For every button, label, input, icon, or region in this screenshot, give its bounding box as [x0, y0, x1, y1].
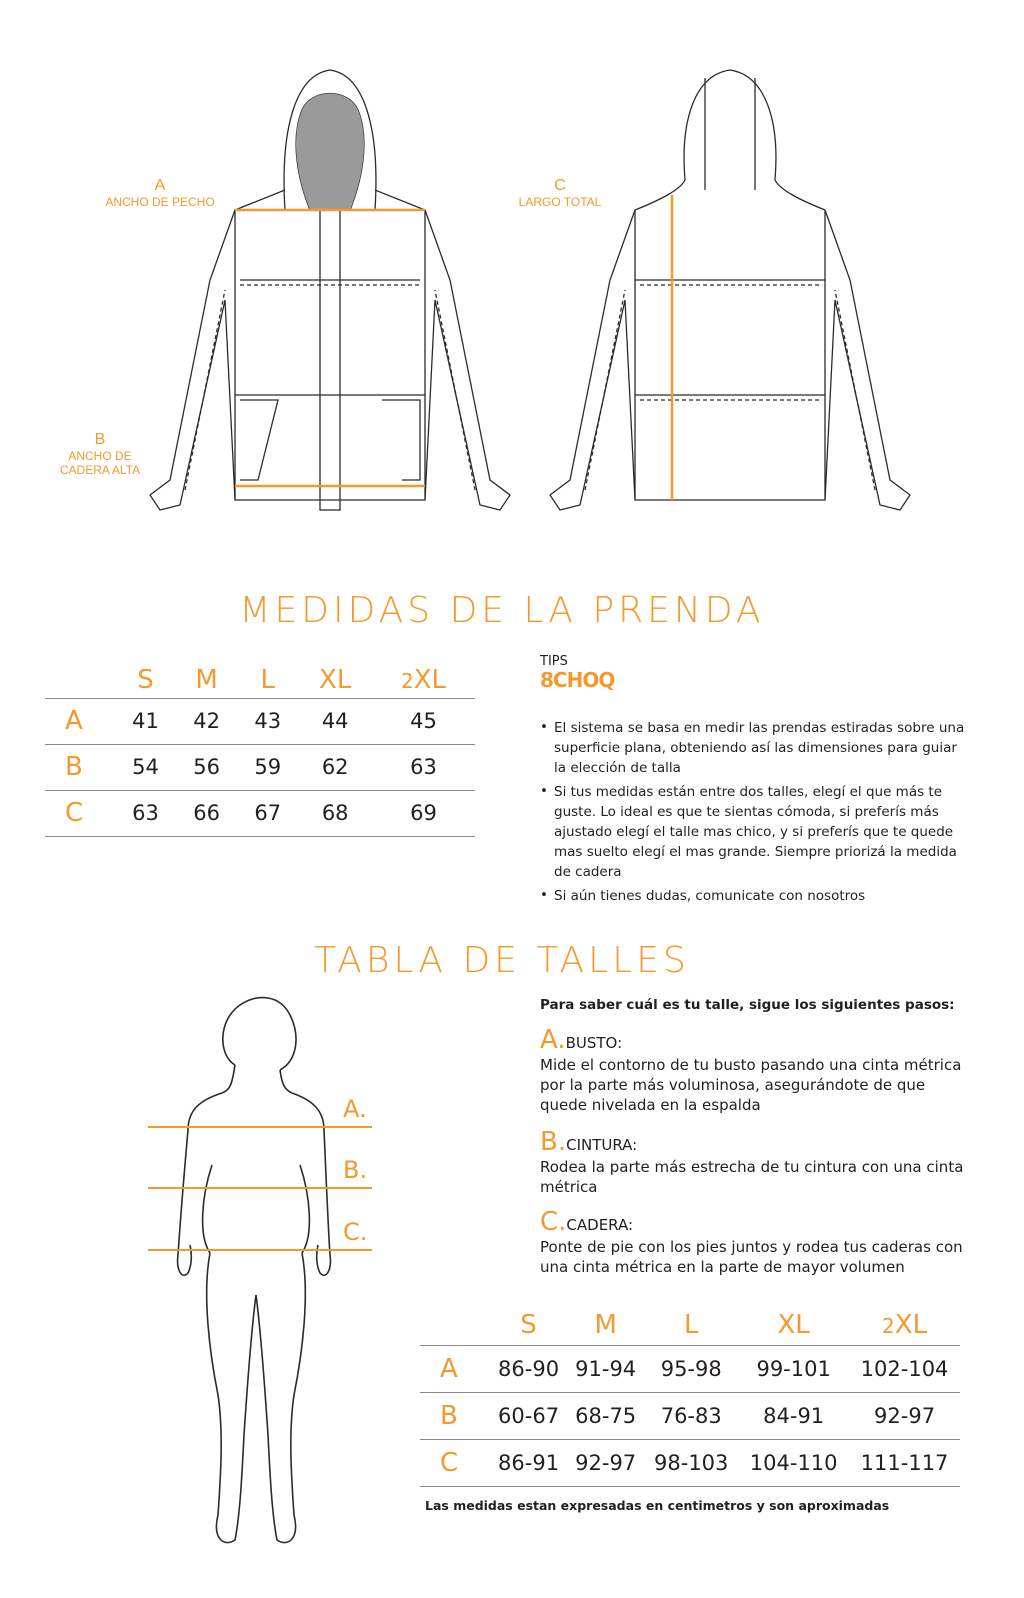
- label-b-text-1: ANCHO DE: [68, 449, 132, 463]
- body-figure-illustration: [140, 995, 390, 1565]
- table-cell: 91-94: [567, 1345, 644, 1392]
- label-b: [50, 431, 150, 477]
- label-c-letter: C: [554, 177, 566, 194]
- row-label: B: [45, 744, 115, 790]
- table-cell: 54: [115, 744, 176, 790]
- list-item: • Si aún tienes dudas, comunicate con nosotros: [540, 886, 965, 906]
- table-cell: 59: [237, 744, 298, 790]
- table-row: [45, 744, 475, 790]
- step-title: BUSTO:: [565, 1034, 623, 1052]
- tips-logo: [540, 655, 614, 691]
- list-item: • Si tus medidas están entre dos talles, elegí el que más te guste. Lo ideal es que te sientas cómoda, si preferís más ajustado elegí el talle mas chico, y si preferís que te quede mas suelto elegí el mas grande. Siempre priorizá la medida de cadera: [540, 782, 965, 882]
- step-cintura: [540, 1127, 965, 1197]
- table-cell: 104-110: [738, 1439, 849, 1486]
- step-cadera: [540, 1207, 965, 1277]
- table-cell: 66: [176, 790, 237, 836]
- label-b-text-2: CADERA ALTA: [59, 463, 141, 477]
- table-row: [45, 698, 475, 744]
- col-xl: XL: [319, 664, 352, 695]
- step-text: Rodea la parte más estrecha de tu cintura con una cinta métrica: [540, 1158, 964, 1196]
- garment-size-table: [45, 662, 475, 837]
- table-row: [420, 1345, 960, 1392]
- step-title: CADERA:: [566, 1216, 634, 1234]
- col-xl: XL: [777, 1309, 810, 1340]
- table-cell: 60-67: [490, 1392, 567, 1439]
- table-cell: 45: [372, 698, 475, 744]
- table-cell: 42: [176, 698, 237, 744]
- jacket-back-illustration: [530, 60, 930, 530]
- list-item: • El sistema se basa en medir las prendas estiradas sobre una superficie plana, obteniendo así las dimensiones para guiar la elección de talla: [540, 718, 965, 778]
- row-label: B: [420, 1392, 490, 1439]
- table-cell: 95-98: [644, 1345, 738, 1392]
- body-size-table: [420, 1305, 960, 1487]
- table-cell: 44: [298, 698, 372, 744]
- table-cell: 43: [237, 698, 298, 744]
- row-label: C: [420, 1439, 490, 1486]
- figure-label-b: B.: [343, 1156, 368, 1184]
- step-text: Ponte de pie con los pies juntos y rodea tus caderas con una cinta métrica en la parte de mayor volumen: [540, 1238, 963, 1276]
- col-l: L: [260, 664, 275, 695]
- table-cell: 84-91: [738, 1392, 849, 1439]
- label-a: [95, 177, 225, 209]
- table-cell: 111-117: [849, 1439, 960, 1486]
- col-2xl: 2XL: [401, 664, 447, 695]
- brand-logo: 8CHOQ: [540, 668, 615, 692]
- col-s: S: [520, 1309, 537, 1340]
- col-s: S: [137, 664, 154, 695]
- row-label: C: [45, 790, 115, 836]
- label-b-letter: B: [94, 431, 106, 448]
- label-c: [505, 177, 615, 209]
- figure-label-a: A.: [343, 1095, 367, 1123]
- step-letter: A.: [540, 1025, 566, 1055]
- figure-label-c: C.: [343, 1218, 368, 1246]
- footnote: Las medidas estan expresadas en centimetros y son aproximadas: [425, 1498, 890, 1513]
- tips-list: [540, 718, 965, 910]
- table-cell: 67: [237, 790, 298, 836]
- col-2xl: 2XL: [882, 1309, 928, 1340]
- col-l: L: [683, 1309, 699, 1340]
- table-cell: 56: [176, 744, 237, 790]
- col-m: M: [594, 1309, 617, 1340]
- body-section-title: TABLA DE TALLES: [314, 940, 690, 981]
- label-a-text: ANCHO DE PECHO: [105, 195, 215, 209]
- label-c-text: LARGO TOTAL: [518, 195, 602, 209]
- table-cell: 68-75: [567, 1392, 644, 1439]
- table-row: [420, 1392, 960, 1439]
- step-letter: C.: [540, 1207, 567, 1237]
- step-text: Mide el contorno de tu busto pasando una cinta métrica por la parte más voluminosa, asegurándote de que quede nivelada en la espalda: [540, 1056, 962, 1114]
- table-cell: 76-83: [644, 1392, 738, 1439]
- table-row: [45, 790, 475, 836]
- table-cell: 68: [298, 790, 372, 836]
- table-cell: 92-97: [849, 1392, 960, 1439]
- row-label: A: [45, 698, 115, 744]
- table-cell: 86-91: [490, 1439, 567, 1486]
- step-busto: [540, 1025, 965, 1115]
- table-cell: 63: [115, 790, 176, 836]
- body-table-header: [420, 1305, 960, 1345]
- table-cell: 41: [115, 698, 176, 744]
- steps-intro: Para saber cuál es tu talle, sigue los siguientes pasos:: [540, 997, 955, 1013]
- col-m: M: [195, 664, 218, 695]
- table-cell: 62: [298, 744, 372, 790]
- step-title: CINTURA:: [566, 1136, 638, 1154]
- row-label: A: [420, 1345, 490, 1392]
- label-a-letter: A: [154, 177, 166, 194]
- table-row: [420, 1439, 960, 1486]
- garment-section-title: MEDIDAS DE LA PRENDA: [239, 590, 765, 631]
- table-cell: 98-103: [644, 1439, 738, 1486]
- step-letter: B.: [540, 1127, 567, 1157]
- table-cell: 69: [372, 790, 475, 836]
- table-cell: 63: [372, 744, 475, 790]
- table-cell: 92-97: [567, 1439, 644, 1486]
- table-cell: 99-101: [738, 1345, 849, 1392]
- table-cell: 86-90: [490, 1345, 567, 1392]
- table-cell: 102-104: [849, 1345, 960, 1392]
- tips-word: TIPS: [540, 654, 568, 669]
- garment-table-header: [45, 662, 475, 698]
- jacket-front-illustration: [130, 60, 530, 530]
